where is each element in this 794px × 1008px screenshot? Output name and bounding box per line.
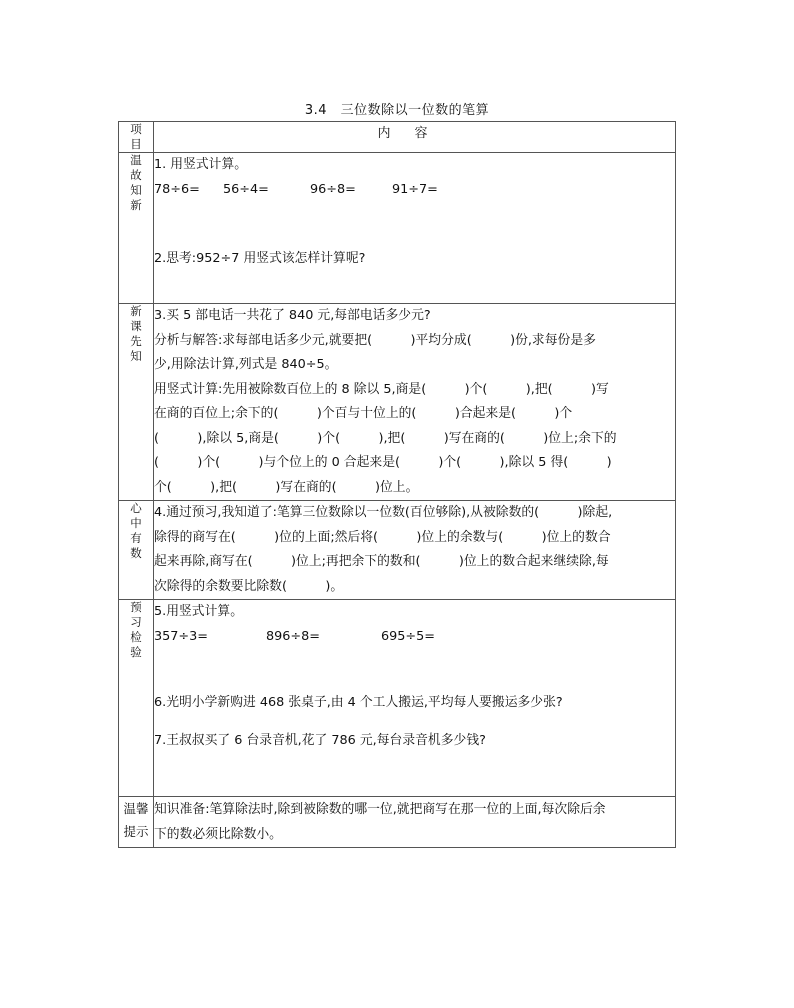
- section-content-new-lesson: [154, 304, 676, 501]
- section-label-preview-check: [119, 600, 154, 797]
- label-char: 检: [130, 630, 142, 644]
- header-item-char: 项: [130, 122, 142, 136]
- label-char: 数: [130, 546, 142, 560]
- label-char: 新: [130, 304, 142, 318]
- label-char: 有: [130, 531, 142, 545]
- question-5-title: 5.用竖式计算。: [154, 604, 243, 619]
- text-line: 在商的百位上;余下的( )个百与十位上的( )合起来是( )个: [154, 406, 573, 421]
- header-row: [119, 122, 676, 153]
- label-char: 习: [130, 615, 142, 629]
- label-char: 知: [130, 183, 142, 197]
- text-line: 3.买 5 部电话一共花了 840 元,每部电话多少元?: [154, 308, 431, 323]
- label-line: 提示: [123, 824, 149, 839]
- section-tips: [119, 797, 676, 848]
- question-5-exercises: [154, 625, 675, 650]
- text-line: ( ),除以 5,商是( )个( ),把( )写在商的( )位上;余下的: [154, 430, 617, 446]
- exercise: 78÷6=: [154, 181, 200, 197]
- section-review: [119, 153, 676, 304]
- text-line: 4.通过预习,我知道了:笔算三位数除以一位数(百位够除),从被除数的( )除起,: [154, 505, 613, 520]
- header-item-label: [119, 122, 154, 153]
- exercise: 357÷3=: [154, 628, 209, 644]
- answer-space: [154, 202, 675, 247]
- section-know-in-mind: [119, 501, 676, 600]
- text-line: 用竖式计算:先用被除数百位上的 8 除以 5,商是( )个( ),把( )写: [154, 381, 609, 397]
- section-label-new-lesson: [119, 304, 154, 501]
- section-label-tips: [119, 797, 154, 848]
- question-1-title: 1. 用竖式计算。: [154, 157, 248, 172]
- section-label-know-in-mind: [119, 501, 154, 600]
- worksheet-table: [118, 121, 676, 848]
- exercise: 896÷8=: [266, 628, 321, 644]
- label-char: 新: [130, 198, 142, 212]
- label-char: 中: [130, 516, 142, 530]
- text-line: 次除得的余数要比除数( )。: [154, 578, 344, 594]
- header-content-label: 内容: [154, 122, 676, 153]
- label-char: 课: [130, 319, 142, 333]
- text-line: 起来再除,商写在( )位上;再把余下的数和( )位上的数合起来继续除,每: [154, 554, 609, 569]
- question-1-exercises: [154, 178, 675, 203]
- exercise: 91÷7=: [392, 181, 438, 197]
- text-line: 知识准备:笔算除法时,除到被除数的哪一位,就把商写在那一位的上面,每次除后余: [154, 802, 606, 817]
- answer-space: [154, 649, 675, 691]
- label-char: 验: [130, 645, 142, 659]
- page-title: 3.4 三位数除以一位数的笔算: [304, 103, 490, 118]
- label-char: 故: [130, 168, 142, 182]
- text-line: 分析与解答:求每部电话多少元,就要把( )平均分成( )份,求每份是多: [154, 332, 596, 348]
- section-content-know-in-mind: [154, 501, 676, 600]
- text-line: 除得的商写在( )位的上面;然后将( )位上的余数与( )位上的数合: [154, 529, 611, 545]
- section-content-tips: [154, 797, 676, 848]
- question-7-text: 7.王叔叔买了 6 台录音机,花了 786 元,每台录音机多少钱?: [154, 732, 486, 748]
- exercise: 695÷5=: [381, 628, 436, 644]
- label-char: 温: [130, 153, 142, 167]
- header-item-char: 目: [130, 137, 142, 151]
- section-label-review: [119, 153, 154, 304]
- exercise: 56÷4=: [223, 181, 269, 197]
- section-content-review: [154, 153, 676, 304]
- exercise: 96÷8=: [310, 181, 356, 197]
- label-char: 先: [130, 334, 142, 348]
- label-char: 预: [130, 600, 142, 614]
- text-line: 下的数必须比除数小。: [154, 826, 282, 842]
- answer-space: [154, 716, 675, 729]
- text-line: 个( ),把( )写在商的( )位上。: [154, 479, 419, 495]
- question-2-text: 2.思考:952÷7 用竖式该怎样计算呢?: [154, 251, 366, 266]
- section-content-preview-check: [154, 600, 676, 797]
- section-new-lesson: [119, 304, 676, 501]
- text-line: 少,用除法计算,列式是 840÷5。: [154, 357, 338, 372]
- text-line: ( )个( )与个位上的 0 合起来是( )个( ),除以 5 得( ): [154, 455, 612, 470]
- label-char: 知: [130, 349, 142, 363]
- label-char: 心: [130, 501, 142, 515]
- question-6-text: 6.光明小学新购进 468 张桌子,由 4 个工人搬运,平均每人要搬运多少张?: [154, 695, 563, 710]
- label-line: 温馨: [123, 801, 149, 816]
- section-preview-check: [119, 600, 676, 797]
